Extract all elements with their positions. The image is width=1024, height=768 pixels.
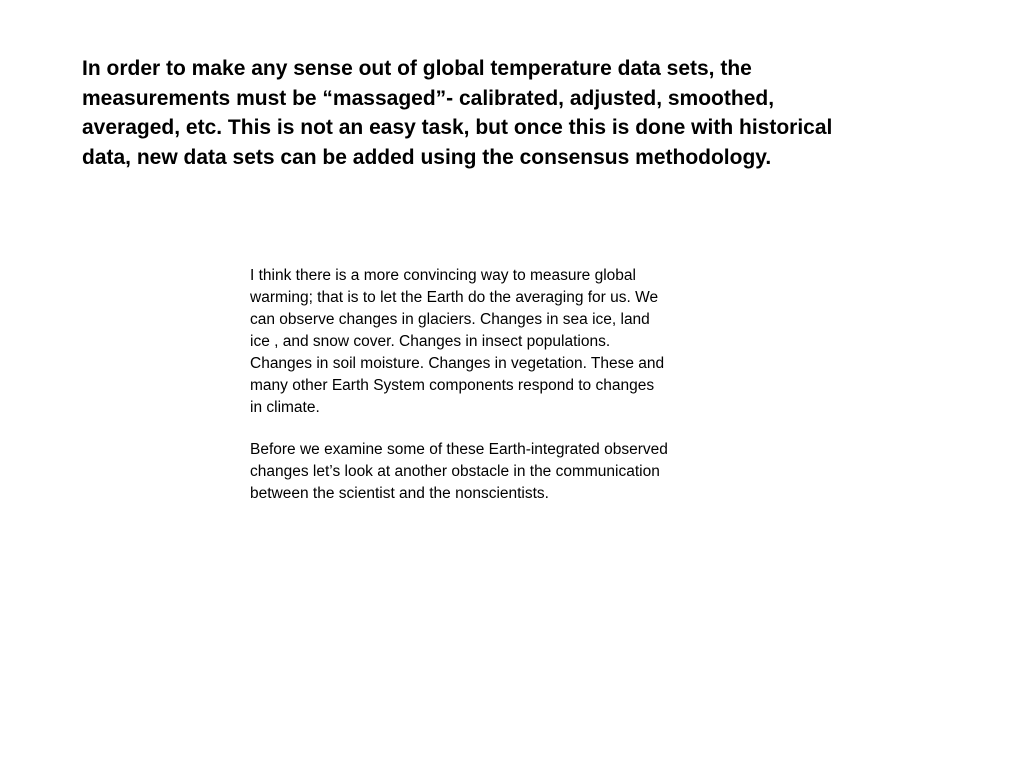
slide-heading-text: In order to make any sense out of global temperature data sets, the measurements must be “massaged”- calibrated, adjusted, smoothed, averaged, etc. This is not an easy task, but once this is done with historical data, new data sets can be added using the consensus methodology. [82,57,833,169]
body-text-block [250,265,810,505]
body-paragraph-earth-averaging: I think there is a more convincing way to measure global warming; that is to let the Earth do the averaging for us. We can observe changes in glaciers. Changes in sea ice, land ice , and snow cover. Changes in insect populations. Changes in soil moisture. Changes in vegetation. These and many other Earth System components respond to changes in climate. [250,267,665,416]
body-paragraph-communication-obstacle: Before we examine some of these Earth-integrated observed changes let’s look at another obstacle in the communication between the scientist and the nonscientists. [250,441,668,502]
